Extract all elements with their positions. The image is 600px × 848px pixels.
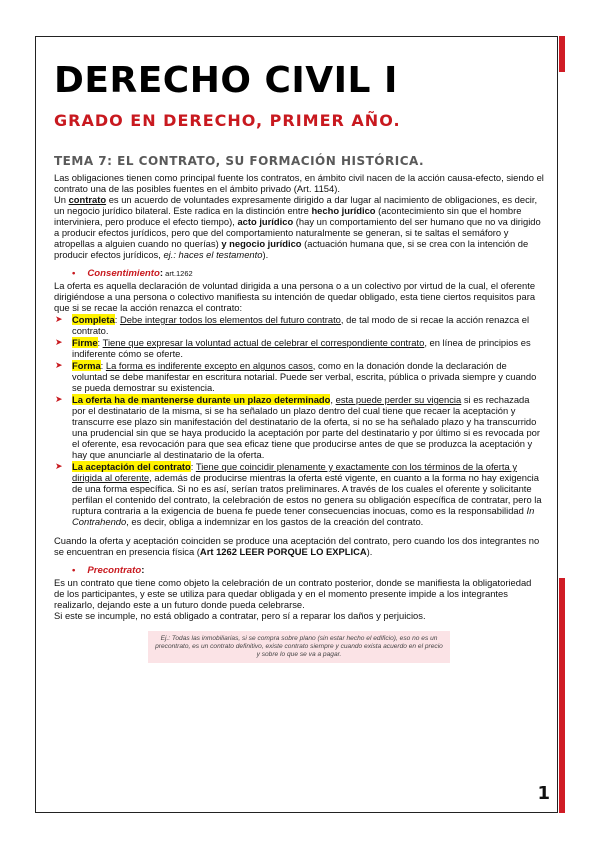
list-item: ➤ La aceptación del contrato: Tiene que coincidir plenamente y exactamente con los términos de la oferta y dirigida al oferente, además de producirse mientras la oferta esté vigente, en cuanto a la forma no hay exigencia de una forma específica. Si no es así, serían tratos preliminares. A través de los cuales el oferente y solicitante perfilan el contenido del contrato, la celebración de estos no genera su obligación específica de contratar, pero la ruptura contraria a la exigencia de buena fe puede tener consecuencias inocuas, como es la responsabilidad In Contrahendo, es decir, obliga a indemnizar en los gastos de la creación del contrato. <box>55 461 542 527</box>
example-note: Ej.: Todas las inmobiliarias, si se compra sobre plano (sin estar hecho el edificio), eso no es un precontrato, es un contrato definitivo, existe contrato siempre y cuando exista acuerdo en el precio y sobre lo que se va a pagar. <box>148 631 450 663</box>
arrow-bullet-icon: ➤ <box>55 337 63 347</box>
precontrato-paragraph-2: Si este se incumple, no está obligado a contratar, pero sí a reparar los daños y perjuicios. <box>54 610 426 621</box>
requirements-list <box>54 314 544 527</box>
list-item: ➤ Firme: Tiene que expresar la voluntad actual de celebrar el correspondiente contrato, en línea de principios es indiferente cómo se oferte. <box>55 337 531 359</box>
topic-heading: TEMA 7: EL CONTRATO, SU FORMACIÓN HISTÓRICA. <box>54 154 425 168</box>
intro-paragraph-1: Las obligaciones tienen como principal fuente los contratos, en ámbito civil nacen de la acción causa-efecto, siendo el contrato una de las posibles fuentes en el ámbito privado (Art. 1154). <box>54 172 544 194</box>
consentimiento-closing: Cuando la oferta y aceptación coinciden se produce una aceptación del contrato, pero cuando los dos integrantes no se encuentran en presencia física (Art 1262 LEER PORQUE LO EXPLICA). <box>54 535 540 557</box>
precontrato-paragraph-1: Es un contrato que tiene como objeto la celebración de un contrato posterior, donde se manifiesta la obligatoriedad de los participantes, y este se utiliza para quedar obligada y en el momento presente impide a los integrantes realizarlo, dejando este a un futuro donde pueda celebrarse. <box>54 577 532 610</box>
bullet-dot-icon: • <box>72 565 76 576</box>
section-precontrato: • Precontrato: <box>72 565 145 576</box>
page-number: 1 <box>537 783 550 804</box>
list-item: ➤ Completa: Debe integrar todos los elementos del futuro contrato, de tal modo de si recae la acción renazca el contrato. <box>55 314 530 336</box>
document-body <box>54 60 544 663</box>
list-item: ➤ La oferta ha de mantenerse durante un plazo determinado, esta puede perder su vigencia si es rechazada por el destinatario de la misma, si se ha señalado un plazo dentro del cual tiene que recaer la aceptación y transcurre ese plazo sin manifestación del destinatario de la oferta, si no se ha señalado plazo y ha transcurrido una prudencial sin que se haya producido la aceptación por parte del destinatario y por último si es revocada por el oferente, esa revocación para que sea eficaz tiene que producirse antes de que se produzca la aceptación y hay que anunciarle al destinatario de la oferta. <box>55 394 540 460</box>
list-item: ➤ Forma: La forma es indiferente excepto en algunos casos, como en la donación donde la declaración de voluntad se debe manifestar en escritura notarial. Puede ser verbal, escrita, pública o privada siempre y cuando se pueda demostrar su existencia. <box>55 360 537 393</box>
arrow-bullet-icon: ➤ <box>55 314 63 324</box>
page-title: DERECHO CIVIL I <box>54 60 398 101</box>
consentimiento-intro: La oferta es aquella declaración de voluntad dirigida a una persona o a un colectivo por virtud de la cual, el oferente dirigiéndose a una persona o colectivo manifiesta su intención de quedar obligado, esta tiene ciertos requisitos para que si se recae la acción renazca el contrato: <box>54 280 536 313</box>
section-consentimiento: • Consentimiento: art.1262 <box>72 268 193 279</box>
intro-paragraph-2: Un contrato es un acuerdo de voluntades expresamente dirigido a dar lugar al nacimiento de obligaciones, es decir, un negocio jurídico bilateral. Este radica en la distinción entre hecho jurídico (acontecimiento sin que el hombre interviniera, pero produce el efecto tiempo), acto jurídico (hay un comportamiento del ser humano que no va dirigido a producir efectos jurídicos, pero que del comportamiento naturalmente se generan, si te saltas el semáforo y atropellas a alguien cuando no querías) y negocio jurídico (actuación humana que, si se crea con la intención de producir efectos jurídicos, ej.: haces el testamento). <box>54 194 541 260</box>
bullet-dot-icon: • <box>72 268 76 279</box>
arrow-bullet-icon: ➤ <box>55 394 63 404</box>
arrow-bullet-icon: ➤ <box>55 461 63 471</box>
accent-bar-bottom <box>559 578 565 813</box>
arrow-bullet-icon: ➤ <box>55 360 63 370</box>
accent-bar-top <box>559 36 565 72</box>
page-subtitle: GRADO EN DERECHO, PRIMER AÑO. <box>54 111 401 130</box>
